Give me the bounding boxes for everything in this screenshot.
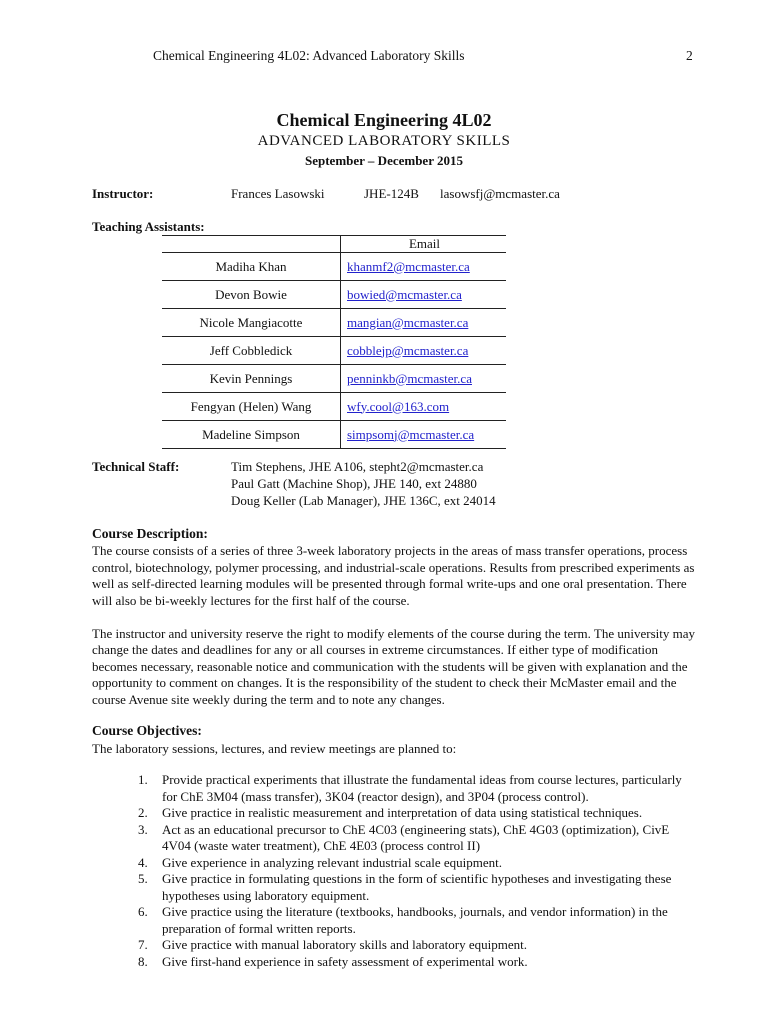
list-item-number: 4. — [138, 854, 148, 870]
technical-staff-line: Doug Keller (Lab Manager), JHE 136C, ext 24014 — [231, 493, 496, 508]
list-item — [92, 822, 692, 855]
table-header-email: Email — [341, 236, 507, 253]
table-row — [162, 309, 506, 337]
table-row — [162, 421, 506, 449]
instructor-label: Instructor: — [92, 186, 154, 201]
ta-email-cell — [341, 393, 507, 421]
course-subtitle: ADVANCED LABORATORY SKILLS — [257, 133, 511, 149]
table-row — [162, 281, 506, 309]
ta-name-cell: Nicole Mangiacotte — [162, 309, 341, 337]
technical-staff-label: Technical Staff: — [92, 459, 180, 474]
ta-email-link[interactable]: wfy.cool@163.com — [347, 398, 450, 414]
ta-email-cell — [341, 421, 507, 449]
instructor-email: lasowsfj@mcmaster.ca — [440, 186, 560, 201]
ta-name-cell: Devon Bowie — [162, 281, 341, 309]
list-item — [92, 937, 692, 954]
teaching-assistants-label: Teaching Assistants: — [92, 219, 205, 234]
list-item-text: Act as an educational precursor to ChE 4C03 (engineering stats), ChE 4G03 (optimization), CivE 4V04 (waste water treatment), ChE 4E03 (process control II) — [162, 821, 670, 853]
list-item-text: Give first-hand experience in safety assessment of experimental work. — [162, 953, 528, 969]
ta-email-cell — [341, 309, 507, 337]
ta-name-cell: Fengyan (Helen) Wang — [162, 393, 341, 421]
ta-name-cell: Madeline Simpson — [162, 421, 341, 449]
ta-email-cell — [341, 365, 507, 393]
ta-email-link[interactable]: cobblejp@mcmaster.ca — [347, 342, 469, 358]
list-item-number: 5. — [138, 871, 148, 886]
list-item — [92, 954, 692, 971]
course-title: Chemical Engineering 4L02 — [276, 110, 492, 130]
list-item-text: Give practice with manual laboratory skills and laboratory equipment. — [162, 937, 527, 952]
ta-name-cell: Kevin Pennings — [162, 365, 341, 393]
course-description-body — [92, 543, 702, 708]
list-item — [92, 855, 692, 872]
ta-email-link[interactable]: mangian@mcmaster.ca — [347, 314, 469, 330]
course-objectives-list — [92, 772, 692, 970]
ta-email-link[interactable]: penninkb@mcmaster.ca — [347, 370, 472, 386]
instructor-office: JHE-124B — [364, 186, 419, 201]
list-item-number: 1. — [138, 772, 148, 787]
teaching-assistants-table — [162, 235, 506, 449]
running-header-title: Chemical Engineering 4L02: Advanced Laboratory Skills — [153, 48, 465, 63]
description-paragraph: The course consists of a series of three 3-week laboratory projects in the areas of mass transfer operations, process control, biotechnology, polymer processing, and industrial-scale operations. Results from prescribed experiments as well as self-directed learning modules will be presented through formal write-ups and one oral presentation. There will also be bi-weekly lectures for the first half of the course. — [92, 543, 695, 608]
ta-email-cell — [341, 337, 507, 365]
course-objectives-heading: Course Objectives: — [92, 723, 202, 738]
table-row — [162, 365, 506, 393]
table-row — [162, 337, 506, 365]
ta-name-cell: Madiha Khan — [162, 253, 341, 281]
description-paragraph: The instructor and university reserve the right to modify elements of the course during the term. The university may change the dates and deadlines for any or all courses in extreme circumstances. If either type of modification becomes necessary, reasonable notice and communication with the students will be given with explanation and the opportunity to comment on changes. It is the responsibility of the student to check their McMaster email and the course Avenue site weekly during the term and to note any changes. — [92, 625, 696, 707]
list-item — [92, 904, 692, 937]
list-item-number: 3. — [138, 821, 148, 837]
course-description-heading: Course Description: — [92, 526, 208, 541]
list-item — [92, 871, 692, 904]
technical-staff-line: Paul Gatt (Machine Shop), JHE 140, ext 24880 — [231, 476, 477, 491]
list-item-number: 8. — [138, 953, 148, 969]
table-row — [162, 253, 506, 281]
ta-email-link[interactable]: bowied@mcmaster.ca — [347, 286, 462, 302]
ta-email-cell — [341, 253, 507, 281]
list-item-text: Give practice using the literature (textbooks, handbooks, journals, and vendor information) in the preparation of formal written reports. — [162, 904, 668, 936]
instructor-name: Frances Lasowski — [231, 186, 325, 201]
list-item-text: Give practice in formulating questions in the form of scientific hypotheses and investigating these hypotheses using laboratory equipment. — [162, 871, 672, 903]
ta-name-cell: Jeff Cobbledick — [162, 337, 341, 365]
table-header-row — [162, 236, 506, 253]
ta-email-link[interactable]: simpsomj@mcmaster.ca — [347, 426, 475, 442]
table-header-name — [162, 236, 341, 253]
course-dates: September – December 2015 — [304, 153, 463, 168]
course-objectives-intro: The laboratory sessions, lectures, and review meetings are planned to: — [92, 741, 457, 756]
table-row — [162, 393, 506, 421]
list-item-number: 7. — [138, 937, 148, 952]
list-item — [92, 805, 692, 822]
ta-email-link[interactable]: khanmf2@mcmaster.ca — [347, 258, 470, 274]
list-item-number: 2. — [138, 805, 148, 820]
list-item-number: 6. — [138, 904, 148, 919]
list-item-text: Provide practical experiments that illustrate the fundamental ideas from course lectures, particularly for ChE 3M04 (mass transfer), 3K04 (reactor design), and 3P04 (process control). — [162, 772, 682, 804]
list-item-text: Give practice in realistic measurement and interpretation of data using statistical techniques. — [162, 805, 643, 820]
list-item-text: Give experience in analyzing relevant industrial scale equipment. — [162, 854, 503, 870]
page-number: 2 — [686, 48, 693, 63]
ta-email-cell — [341, 281, 507, 309]
list-item — [92, 772, 692, 805]
technical-staff-line: Tim Stephens, JHE A106, stepht2@mcmaster.ca — [231, 459, 484, 474]
